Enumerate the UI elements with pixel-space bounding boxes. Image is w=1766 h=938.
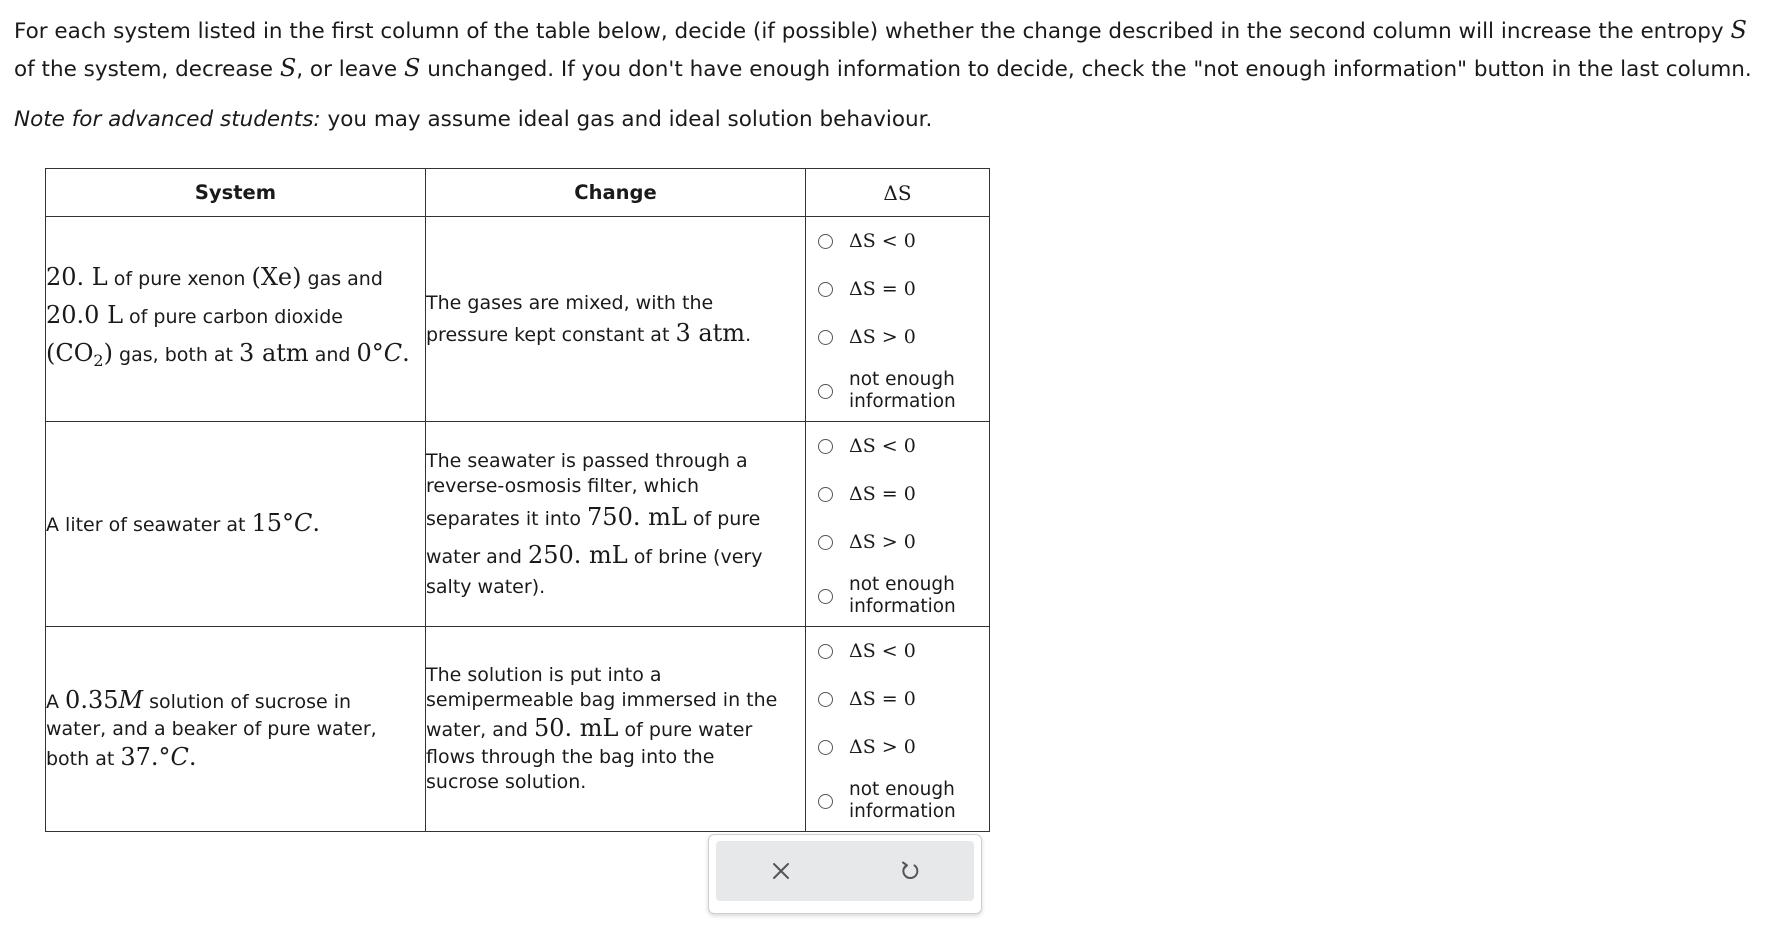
instructions-text: of the system, decrease xyxy=(14,57,280,82)
option-delta-s-positive[interactable]: ΔS > 0 xyxy=(806,518,989,566)
system-cell: A 0.35M solution of sucrose in water, and a beaker of pure water, both at 37.°C. xyxy=(46,627,426,832)
toolbar-inner xyxy=(716,841,974,901)
option-delta-s-positive[interactable]: ΔS > 0 xyxy=(806,723,989,771)
radio-button[interactable] xyxy=(818,384,833,399)
option-delta-s-positive[interactable]: ΔS > 0 xyxy=(806,313,989,361)
entropy-symbol: S xyxy=(1730,16,1747,44)
radio-button[interactable] xyxy=(818,330,833,345)
radio-button[interactable] xyxy=(818,439,833,454)
instructions-text: For each system listed in the first column of the table below, decide (if possible) whether the change described in the second column will increase the entropy xyxy=(14,19,1731,44)
change-cell: The solution is put into a semipermeable bag immersed in the water, and 50. mL of pure water flows through the bag into the sucrose solution. xyxy=(426,627,806,832)
table-header-row xyxy=(46,169,990,217)
option-delta-s-negative[interactable]: ΔS < 0 xyxy=(806,422,989,470)
table-row xyxy=(46,627,990,832)
undo-icon xyxy=(898,859,922,883)
instructions xyxy=(14,12,1754,138)
answer-toolbar xyxy=(708,834,982,914)
note-text: you may assume ideal gas and ideal solution behaviour. xyxy=(320,107,933,132)
option-delta-s-zero[interactable]: ΔS = 0 xyxy=(806,675,989,723)
delta-s-options xyxy=(806,217,990,422)
radio-button[interactable] xyxy=(818,644,833,659)
option-delta-s-zero[interactable]: ΔS = 0 xyxy=(806,265,989,313)
delta-s-options xyxy=(806,627,990,832)
radio-button[interactable] xyxy=(818,234,833,249)
system-cell: 20. L of pure xenon (Xe) gas and 20.0 L of pure carbon dioxide $(CO_2)$ gas, both at 3 atm and 0°C. xyxy=(46,217,426,422)
radio-button[interactable] xyxy=(818,794,833,809)
radio-button[interactable] xyxy=(818,282,833,297)
instructions-paragraph xyxy=(14,12,1754,88)
undo-button[interactable] xyxy=(845,841,974,901)
radio-button[interactable] xyxy=(818,535,833,550)
header-system: System xyxy=(46,169,426,217)
table-row xyxy=(46,217,990,422)
radio-button[interactable] xyxy=(818,740,833,755)
header-delta-s: ΔS xyxy=(806,169,990,217)
system-cell: A liter of seawater at 15°C. xyxy=(46,422,426,627)
radio-button[interactable] xyxy=(818,692,833,707)
table-row xyxy=(46,422,990,627)
note-label: Note for advanced students: xyxy=(14,107,321,132)
advanced-note xyxy=(14,102,1754,138)
delta-s-options xyxy=(806,422,990,627)
option-delta-s-negative[interactable]: ΔS < 0 xyxy=(806,217,989,265)
change-cell: The gases are mixed, with the pressure kept constant at 3 atm. xyxy=(426,217,806,422)
header-change: Change xyxy=(426,169,806,217)
option-not-enough-information[interactable]: not enough information xyxy=(806,361,989,421)
radio-button[interactable] xyxy=(818,487,833,502)
instructions-text: , or leave xyxy=(296,57,404,82)
change-cell: The seawater is passed through a reverse-osmosis filter, which separates it into 750. mL of pure water and 250. mL of brine (very salty water). xyxy=(426,422,806,627)
entropy-symbol: S xyxy=(403,54,421,82)
option-delta-s-zero[interactable]: ΔS = 0 xyxy=(806,470,989,518)
instructions-text: unchanged. If you don't have enough information to decide, check the "not enough information" button in the last column. xyxy=(420,57,1752,82)
clear-button[interactable] xyxy=(716,841,845,901)
radio-button[interactable] xyxy=(818,589,833,604)
entropy-symbol: S xyxy=(279,54,297,82)
option-not-enough-information[interactable]: not enough information xyxy=(806,771,989,831)
entropy-table xyxy=(45,168,990,832)
option-delta-s-negative[interactable]: ΔS < 0 xyxy=(806,627,989,675)
option-not-enough-information[interactable]: not enough information xyxy=(806,566,989,626)
close-icon xyxy=(770,860,792,882)
